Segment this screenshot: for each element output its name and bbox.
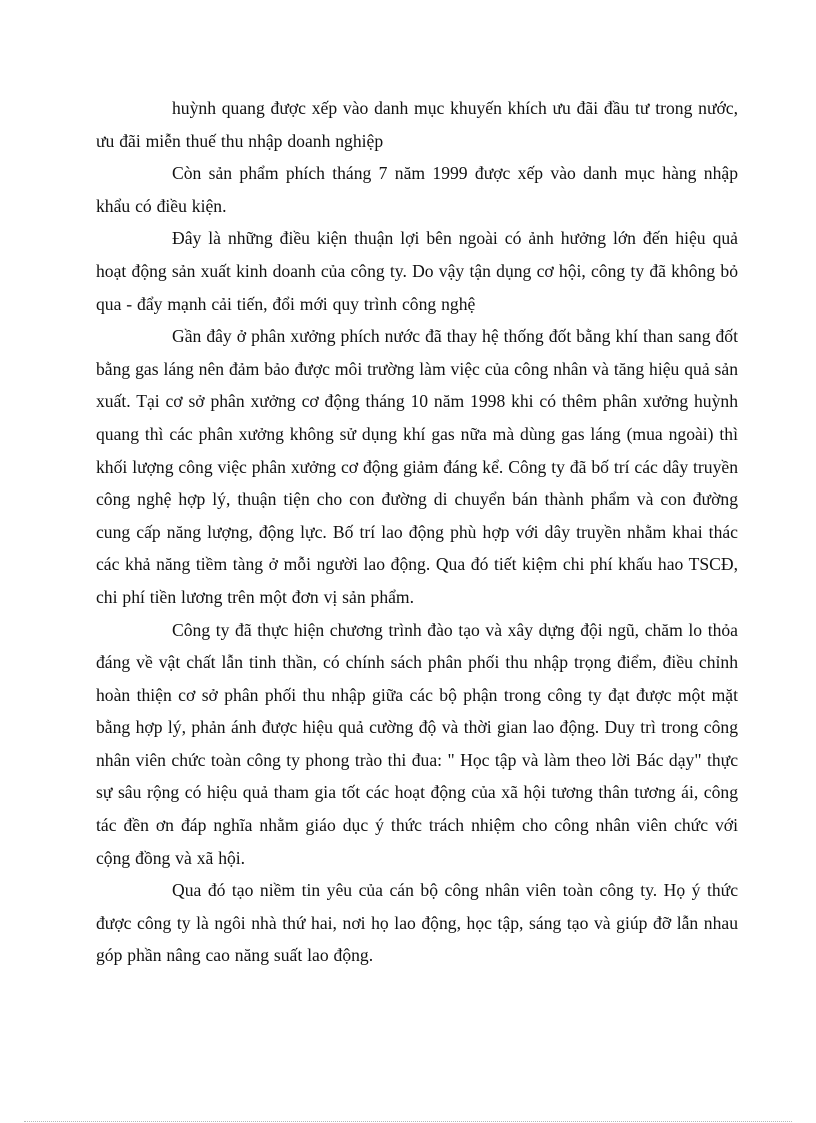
paragraph-5: Công ty đã thực hiện chương trình đào tạo và xây dựng đội ngũ, chăm lo thỏa đáng về vật chất lẫn tinh thần, có chính sách phân phối thu nhập trọng điểm, điều chỉnh hoàn thiện cơ sở phân phối thu nhập giữa các bộ phận trong công ty đạt được một mặt bằng hợp lý, phản ánh được hiệu quả cường độ và thời gian lao động. Duy trì trong công nhân viên chức toàn công ty phong trào thi đua: " Học tập và làm theo lời Bác dạy" thực sự sâu rộng có hiệu quả tham gia tốt các hoạt động của xã hội tương thân tương ái, công tác đền ơn đáp nghĩa nhằm giáo dục ý thức trách nhiệm cho công nhân viên chức với cộng đồng và xã hội.	[96, 619, 738, 868]
document-body	[96, 92, 738, 972]
page-bottom-divider	[24, 1121, 792, 1122]
paragraph-6: Qua đó tạo niềm tin yêu của cán bộ công nhân viên toàn công ty. Họ ý thức được công ty là ngôi nhà thứ hai, nơi họ lao động, học tập, sáng tạo và giúp đỡ lẫn nhau góp phần nâng cao năng suất lao động.	[96, 880, 738, 966]
paragraph-1: huỳnh quang được xếp vào danh mục khuyến khích ưu đãi đầu tư trong nước, ưu đãi miễn thuế thu nhập doanh nghiệp	[96, 98, 738, 151]
paragraph-3: Đây là những điều kiện thuận lợi bên ngoài có ảnh hưởng lớn đến hiệu quả hoạt động sản xuất kinh doanh của công ty. Do vậy tận dụng cơ hội, công ty đã không bỏ qua - đẩy mạnh cải tiến, đổi mới quy trình công nghệ	[96, 228, 738, 314]
paragraph-4: Gần đây ở phân xưởng phích nước đã thay hệ thống đốt bằng khí than sang đốt bằng gas láng nên đảm bảo được môi trường làm việc của công nhân và tăng hiệu quả sản xuất. Tại cơ sở phân xưởng cơ động tháng 10 năm 1998 khi có thêm phân xưởng huỳnh quang thì các phân xưởng không sử dụng khí gas nữa mà dùng gas láng (mua ngoài) thì khối lượng công việc phân xưởng cơ động giảm đáng kể. Công ty đã bố trí các dây truyền công nghệ hợp lý, thuận tiện cho con đường di chuyển bán thành phẩm và con đường cung cấp năng lượng, động lực. Bố trí lao động phù hợp với dây truyền nhằm khai thác các khả năng tiềm tàng ở mỗi người lao động. Qua đó tiết kiệm chi phí khấu hao TSCĐ, chi phí tiền lương trên một đơn vị sản phẩm.	[96, 326, 738, 607]
paragraph-2: Còn sản phẩm phích tháng 7 năm 1999 được xếp vào danh mục hàng nhập khẩu có điều kiện.	[96, 163, 738, 216]
